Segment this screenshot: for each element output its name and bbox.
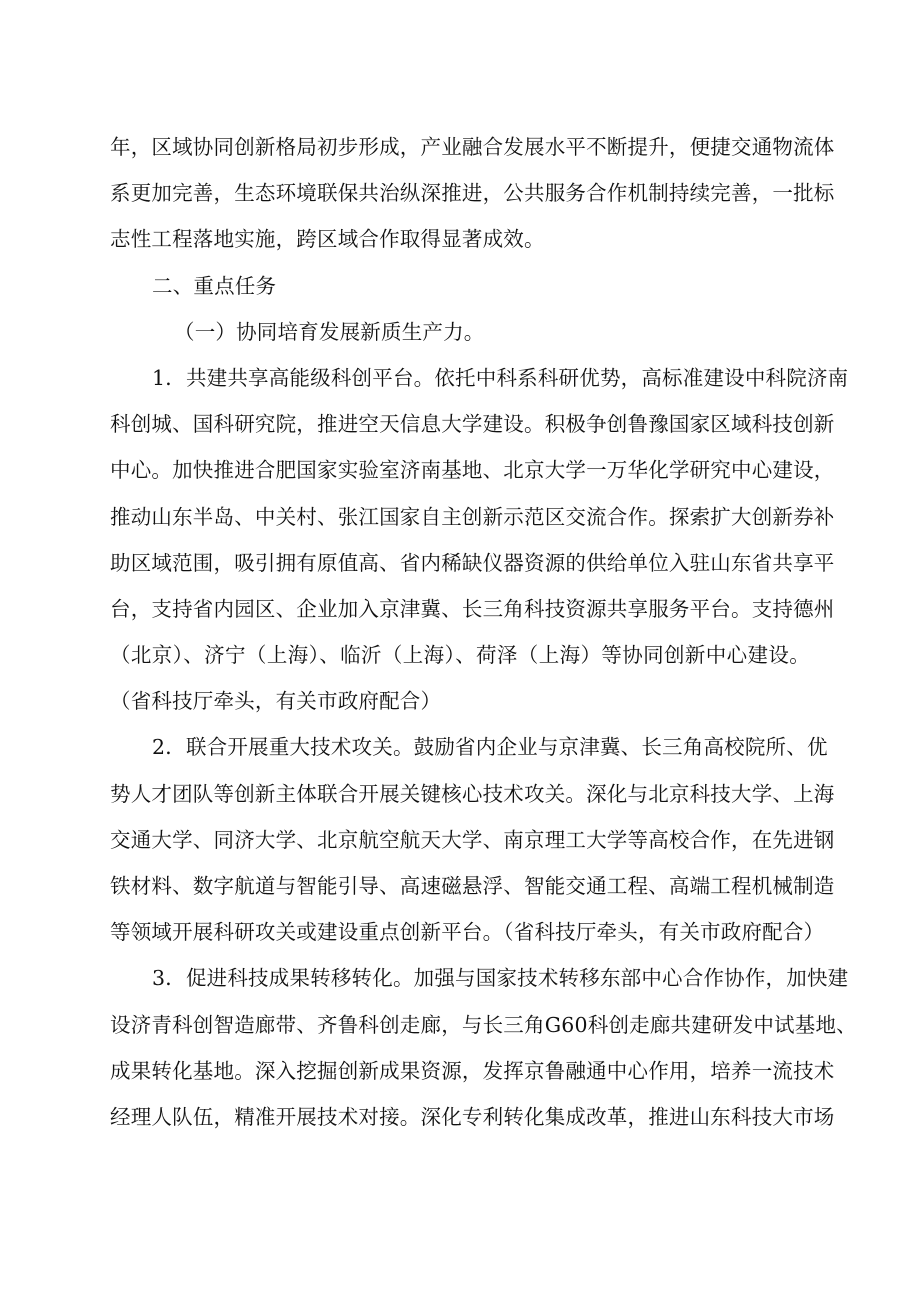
text-line: 铁材料、数字航道与智能引导、高速磁悬浮、智能交通工程、高端工程机械制造 [110, 874, 835, 898]
text-line: 推动山东半岛、中关村、张江国家自主创新示范区交流合作。探索扩大创新券补 [110, 504, 835, 529]
section-heading: （一）协同培育发展新质生产力。 [174, 319, 485, 344]
text-line: 台，支持省内园区、企业加入京津冀、长三角科技资源共享服务平台。支持德州 [110, 596, 835, 621]
text-line: 中心。加快推进合肥国家实验室济南基地、北京大学一万华化学研究中心建设， [110, 458, 835, 483]
text-line: 交通大学、同济大学、北京航空航天大学、南京理工大学等高校合作，在先进钢 [110, 827, 835, 852]
text-line: （北京）、济宁（上海）、临沂（上海）、荷泽（上海）等协同创新中心建设。 [110, 643, 810, 668]
text-line: 成果转化基地。深入挖掘创新成果资源，发挥京鲁融通中心作用，培养一流技术 [110, 1058, 835, 1083]
text-line: 志性工程落地实施，跨区域合作取得显著成效。 [110, 227, 545, 252]
text-line: 设济青科创智造廊带、齐鲁科创走廊，与长三角G60科创走廊共建研发中试基地、 [110, 1012, 857, 1037]
text-line: 3．促进科技成果转移转化。加强与国家技术转移东部中心合作协作，加快建 [152, 966, 849, 991]
text-line: 等领域开展科研攻关或建设重点创新平台。（省科技厅牵头，有关市政府配合） [110, 920, 825, 945]
document-body [110, 124, 857, 1140]
text-line: 2．联合开展重大技术攻关。鼓励省内企业与京津冀、长三角高校院所、优 [152, 735, 828, 760]
text-line: 助区域范围，吸引拥有原值高、省内稀缺仪器资源的供给单位入驻山东省共享平 [110, 550, 835, 575]
text-line: 1．共建共享高能级科创平台。依托中科系科研优势，高标准建设中科院济南 [152, 365, 849, 390]
text-line: 年，区域协同创新格局初步形成，产业融合发展水平不断提升，便捷交通物流体 [110, 135, 835, 159]
text-line: 系更加完善，生态环境联保共治纵深推进，公共服务合作机制持续完善，一批标 [110, 181, 835, 206]
text-line: 势人才团队等创新主体联合开展关键核心技术攻关。深化与北京科技大学、上海 [110, 781, 835, 806]
section-heading: 二、重点任务 [152, 273, 277, 298]
text-line: 经理人队伍，精准开展技术对接。深化专利转化集成改革，推进山东科技大市场 [110, 1104, 835, 1129]
text-line: （省科技厅牵头，有关市政府配合） [110, 689, 442, 714]
text-line: 科创城、国科研究院，推进空天信息大学建设。积极争创鲁豫国家区域科技创新 [110, 412, 835, 437]
